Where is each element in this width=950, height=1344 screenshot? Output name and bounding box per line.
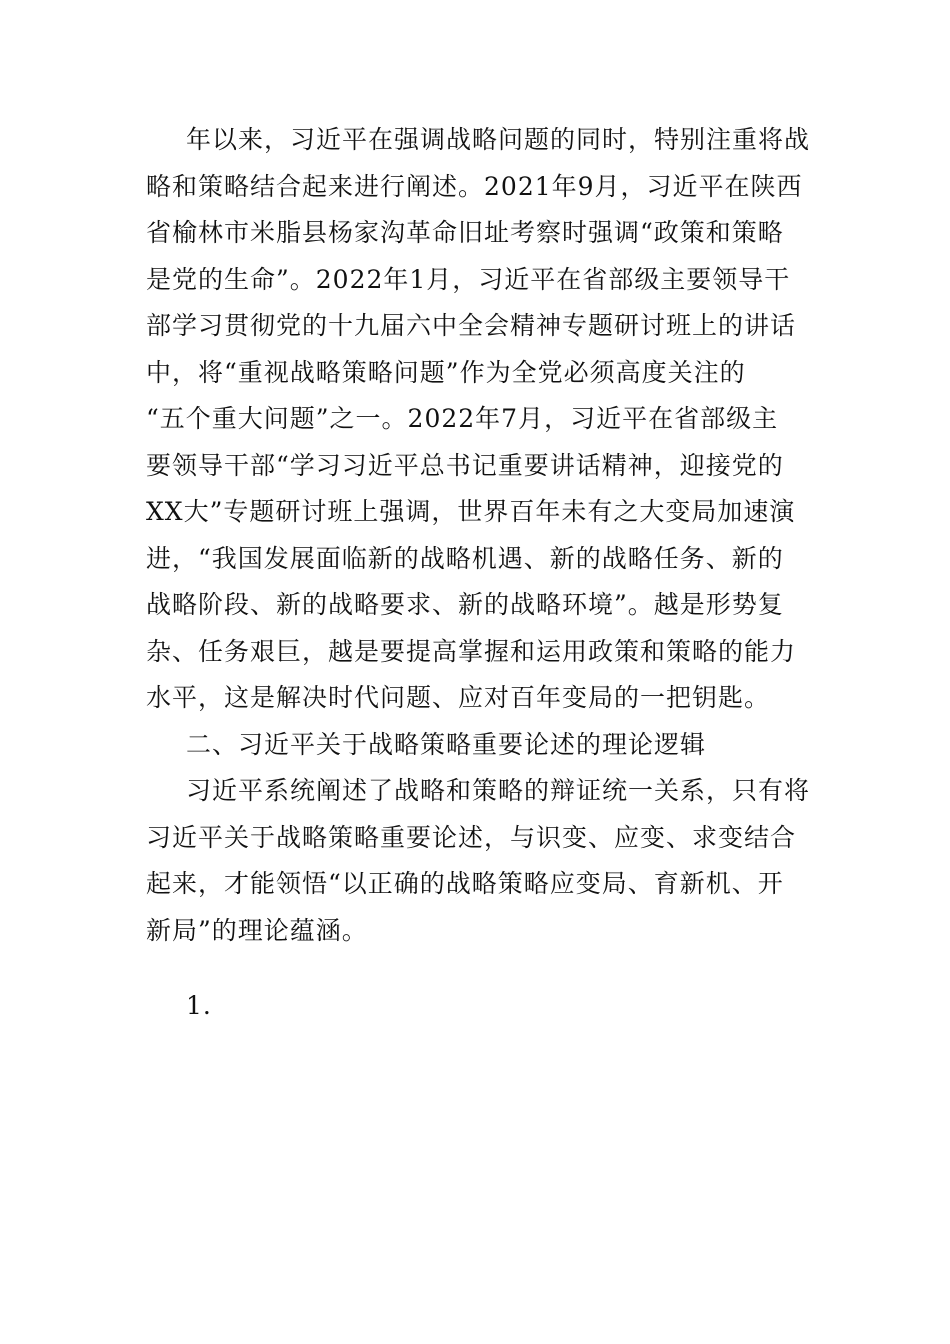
paragraph-1-line-3: 省榆林市米脂县杨家沟革命旧址考察时强调“政策和策略 (146, 218, 784, 247)
numbering-block (146, 983, 796, 1030)
paragraph-1-line-1: 年以来，习近平在强调战略问题的同时，特别注重将战 (186, 125, 811, 154)
paragraph-2-line-2: 习近平关于战略策略重要论述，与识变、应变、求变结合 (146, 822, 797, 852)
paragraph-2-line-4: 新局”的理论蕴涵。 (146, 915, 368, 945)
paragraph-1-line-4: 是党的生命”。2022年1月，习近平在省部级主要领导干 (146, 264, 791, 294)
section-heading: 二、习近平关于战略策略重要论述的理论逻辑 (186, 729, 707, 759)
paragraph-2-line-3: 起来，才能领悟“以正确的战略策略应变局、育新机、开 (146, 869, 784, 898)
paragraph-1-line-7: “五个重大问题”之一。2022年7月，习近平在省部级主 (146, 404, 779, 433)
paragraph-1-line-11: 战略阶段、新的战略要求、新的战略环境”。越是形势复 (146, 590, 784, 619)
paragraph-1-line-8: 要领导干部“学习习近平总书记重要讲话精神，迎接党的 (146, 450, 784, 480)
paragraph-1-line-9: XX大”专题研讨班上强调，世界百年未有之大变局加速演 (146, 497, 796, 526)
document-body (146, 117, 811, 1030)
paragraph-1-line-5: 部学习贯彻党的十九届六中全会精神专题研讨班上的讲话 (146, 311, 797, 340)
paragraph-2 (146, 768, 811, 954)
paragraph-2-line-1: 习近平系统阐述了战略和策略的辩证统一关系，只有将 (186, 776, 811, 805)
list-number: 1. (186, 991, 212, 1020)
paragraph-1-line-10: 进，“我国发展面临新的战略机遇、新的战略任务、新的 (146, 543, 784, 573)
paragraph-1-line-2: 略和策略结合起来进行阐述。2021年9月，习近平在陕西 (146, 171, 803, 201)
paragraph-1-line-12: 杂、任务艰巨，越是要提高掌握和运用政策和策略的能力 (146, 636, 797, 666)
paragraph-1-line-6: 中，将“重视战略策略问题”作为全党必须高度关注的 (146, 357, 746, 387)
paragraph-1 (146, 117, 811, 722)
section-heading-block (146, 722, 796, 769)
paragraph-1-line-13: 水平，这是解决时代问题、应对百年变局的一把钥匙。 (146, 683, 771, 712)
